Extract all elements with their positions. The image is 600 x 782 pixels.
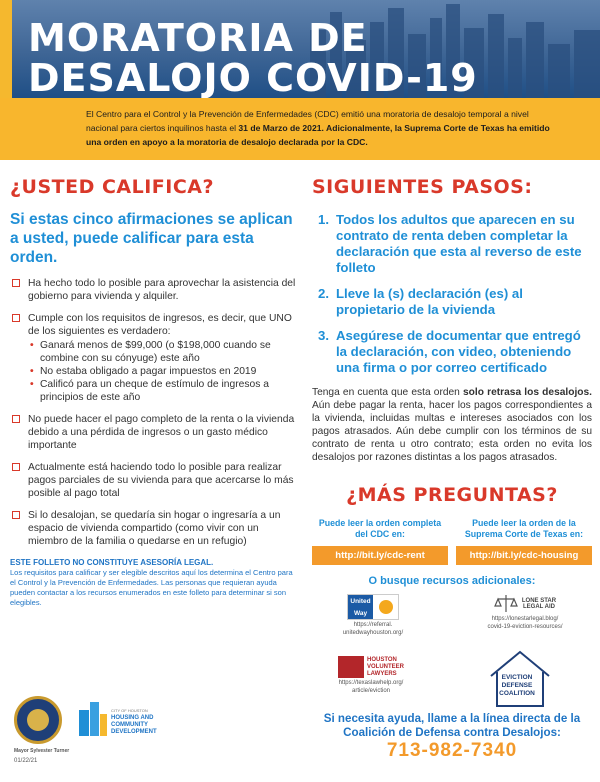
bullet-icon: •: [30, 379, 34, 390]
hvl-logo-text: HOUSTON VOLUNTEER LAWYERS: [366, 656, 404, 677]
eviction-defense-coalition-logo: [484, 648, 556, 715]
list-item-text: No puede hacer el pago completo de la renta o la vivienda debido a una pérdida de ingresos o un gasto médico importante: [28, 414, 295, 451]
legal-disclaimer: [10, 558, 298, 608]
disclaimer-text: Los requisitos para calificar y ser elegible descritos aquí los determina el Centro para el Control y la Prevención de Enfermedades. Las personas que requieran ayuda pueden contactar a los recursos enumerados en este folleto para determinar si son elegibles.: [10, 568, 293, 607]
list-item-text: Ha hecho todo lo posible para aprovechar la asistencia del gobierno para vivienda y alquiler.: [28, 278, 296, 302]
list-item: [10, 509, 298, 548]
hvl-mark-icon: [338, 656, 364, 678]
sublist-item: [28, 378, 298, 404]
qualify-heading: ¿USTED CALIFICA?: [10, 176, 215, 198]
cdc-rent-link[interactable]: http://bit.ly/cdc-rent: [312, 546, 448, 565]
buildings-icon: [78, 700, 108, 736]
houston-volunteer-lawyers-logo: [316, 656, 426, 678]
list-item-text: Si lo desalojan, se quedaría sin hogar o ingresaría a un espacio de vivienda compartido (como vivir con un miembro de la familia o quedarse en un refugio): [28, 510, 281, 547]
hotline-text: Si necesita ayuda, llame a la línea directa de la Coalición de Defensa contra Desalojos:: [323, 712, 581, 739]
step-item: [312, 212, 592, 276]
note-text-b: Aún debe pagar la renta, hacer los pagos correspondientes a la vivienda, incluidas multas e intereses asociados con los pagos atrasados. Aún debe cumplir con los términos de su contrato de renta u otro contrato; esta orden no evita los desalojos por razones distintas a los pagos atrasados.: [312, 400, 592, 463]
qualify-list: [10, 277, 298, 548]
list-item: [10, 461, 298, 500]
list-item: [10, 312, 298, 404]
note-paragraph: [312, 386, 592, 464]
step-item: [312, 286, 592, 318]
hotline-phone[interactable]: 713-982-7340: [386, 740, 518, 761]
hcd-text: HOUSING AND COMMUNITY DEVELOPMENT: [111, 715, 157, 735]
intro-text-a: El Centro para el Control y la Prevención de Enfermedades (CDC) emitió una moratoria de desalojo temporal a nivel nacional para ciertos inquilinos hasta el: [86, 109, 529, 133]
next-steps-section: [312, 176, 592, 464]
more-questions-section: [312, 484, 592, 587]
income-sublist: [28, 339, 298, 404]
header-banner: [0, 0, 600, 98]
lone-star-legal-aid-resource: [462, 594, 588, 631]
united-way-logo-text: United Way: [348, 595, 373, 619]
scales-icon: [494, 594, 518, 614]
intro-text-b: . Adicionalmente, la Suprema Corte de Texas ha emitido una orden en apoyo a la moratoria de desalojo declarada por la CDC.: [86, 123, 550, 147]
note-bold: solo retrasa los desalojos.: [463, 387, 592, 398]
step-number: 2.: [318, 286, 329, 301]
qualify-section: [10, 176, 298, 608]
sublist-item: [28, 339, 298, 365]
steps-list: [312, 212, 592, 376]
qualify-subheading: Si estas cinco afirmaciones se aplican a usted, puede calificar para esta orden.: [10, 211, 293, 266]
note-text-a: Tenga en cuenta que esta orden: [312, 387, 464, 398]
sun-icon: [379, 600, 393, 614]
hcd-logo: [78, 700, 174, 736]
houston-volunteer-lawyers-url[interactable]: https://texaslawhelp.org/ article/eviction: [338, 680, 404, 694]
resources-label: O busque recursos adicionales:: [368, 575, 536, 587]
lone-star-legal-aid-url[interactable]: https://lonestarlegal.blog/ covid-19-eviction-resources/: [487, 616, 563, 630]
hotline-section: [312, 712, 592, 761]
texas-link-label: Puede leer la orden de la Suprema Corte de Texas en:: [464, 518, 584, 539]
cdc-link-block: [312, 518, 448, 565]
list-item: [10, 277, 298, 303]
mayor-name: Mayor Sylvester Turner: [14, 748, 70, 754]
step-text: Todos los adultos que aparecen en su contrato de renta deben completar la declaración que esta al reverso de este folleto: [336, 212, 582, 275]
cdc-housing-link[interactable]: http://bit.ly/cdc-housing: [456, 546, 592, 565]
checkbox-icon: [12, 511, 20, 519]
houston-volunteer-lawyers-resource: [316, 656, 426, 695]
checkbox-icon: [12, 463, 20, 471]
checkbox-icon: [12, 279, 20, 287]
intro-text: [86, 107, 552, 149]
publish-date: 01/22/21: [14, 758, 38, 764]
step-number: 1.: [318, 212, 329, 227]
checkbox-icon: [12, 415, 20, 423]
page-title: [28, 18, 478, 98]
texas-link-block: [456, 518, 592, 565]
title-line-1: MORATORIA DE: [28, 16, 368, 60]
next-steps-heading: SIGUIENTES PASOS:: [312, 176, 533, 198]
cdc-link-label: Puede leer la orden completa del CDC en:: [318, 518, 442, 539]
bullet-icon: •: [30, 366, 34, 377]
sublist-item-text: No estaba obligado a pagar impuestos en 2019: [40, 366, 257, 377]
lone-star-legal-aid-logo-text: LONE STAR LEGAL AID: [521, 598, 557, 610]
list-item-text: Cumple con los requisitos de ingresos, es decir, que UNO de los siguientes es verdadero:: [28, 313, 292, 337]
city-seal-logo: [14, 696, 62, 744]
more-questions-heading: ¿MÁS PREGUNTAS?: [346, 484, 558, 506]
step-number: 3.: [318, 328, 329, 343]
sublist-item: [28, 365, 298, 378]
checkbox-icon: [12, 314, 20, 322]
bullet-icon: •: [30, 340, 34, 351]
hcd-small-text: CITY OF HOUSTON: [111, 708, 148, 713]
list-item-text: Actualmente está haciendo todo lo posible para realizar pagos parciales de su vivienda para que acercarse lo más posible al pago total: [28, 462, 294, 499]
step-text: Asegúrese de documentar que entregó la declaración, con video, obteniendo una firma o por correo certificado: [336, 328, 581, 375]
disclaimer-title: ESTE FOLLETO NO CONSTITUYE ASESORÍA LEGAL.: [10, 558, 214, 567]
step-item: [312, 328, 592, 376]
title-line-2: DESALOJO COVID-19: [28, 56, 478, 98]
united-way-logo: [347, 594, 399, 620]
lone-star-legal-aid-logo: [462, 594, 588, 614]
list-item: [10, 413, 298, 452]
sublist-item-text: Calificó para un cheque de estímulo de ingresos a principios de este año: [40, 379, 269, 403]
united-way-resource: [318, 594, 428, 637]
intro-banner: [0, 98, 600, 160]
step-text: Lleve la (s) declaración (es) al propietario de la vivienda: [336, 286, 523, 317]
intro-date: 31 de Marzo de 2021: [238, 123, 322, 133]
sublist-item-text: Ganará menos de $99,000 (o $198,000 cuando se combine con su cónyuge) este año: [40, 340, 271, 364]
united-way-url[interactable]: https://referral. unitedwayhouston.org/: [342, 622, 404, 636]
edc-logo-text: EVICTION DEFENSE COALITION: [499, 674, 535, 697]
order-links: [312, 518, 592, 565]
